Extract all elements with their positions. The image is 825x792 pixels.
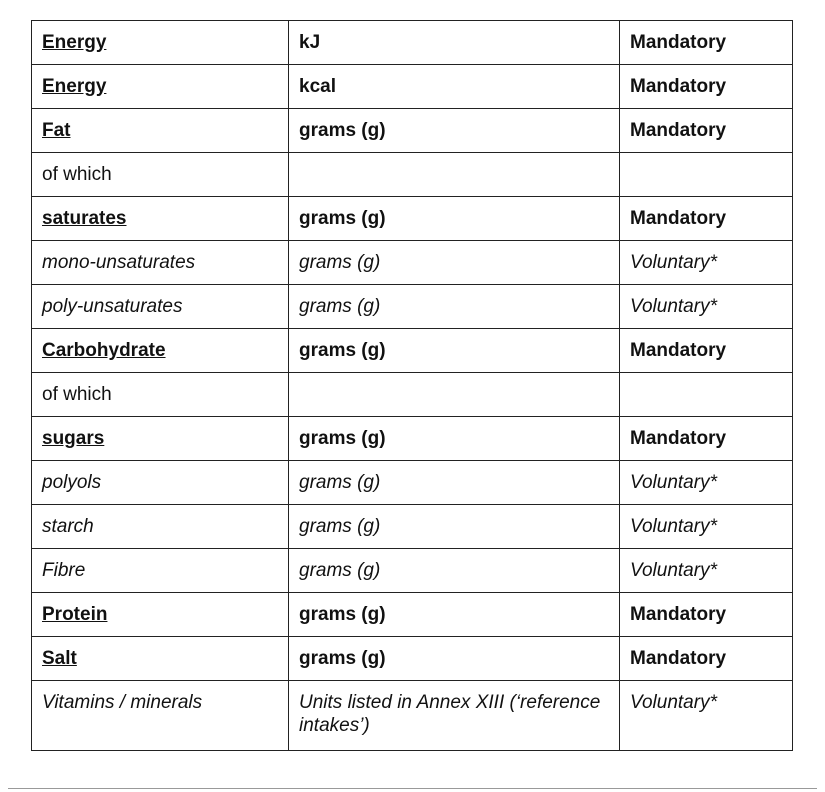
nutrient-name: Protein [32, 593, 289, 637]
nutrient-name: Fibre [32, 549, 289, 593]
nutrient-status: Mandatory [620, 109, 793, 153]
nutrient-status: Mandatory [620, 329, 793, 373]
nutrient-name: starch [32, 505, 289, 549]
nutrient-status: Voluntary* [620, 505, 793, 549]
table-body [32, 21, 793, 751]
nutrient-status: Voluntary* [620, 241, 793, 285]
table-row [32, 593, 793, 637]
nutrient-unit: grams (g) [289, 593, 620, 637]
table-row [32, 241, 793, 285]
nutrient-name: mono-unsaturates [32, 241, 289, 285]
nutrient-unit: grams (g) [289, 637, 620, 681]
table-row [32, 109, 793, 153]
nutrient-unit: Units listed in Annex XIII (‘reference intakes’) [289, 681, 620, 751]
nutrient-name: of which [32, 373, 289, 417]
page-bottom-divider [8, 788, 817, 789]
nutrient-unit: grams (g) [289, 109, 620, 153]
nutrient-status: Mandatory [620, 593, 793, 637]
nutrient-status: Voluntary* [620, 285, 793, 329]
nutrient-status: Voluntary* [620, 549, 793, 593]
nutrient-name: Salt [32, 637, 289, 681]
table-row [32, 153, 793, 197]
nutrient-name: Carbohydrate [32, 329, 289, 373]
table-row [32, 373, 793, 417]
nutrient-unit: kcal [289, 65, 620, 109]
nutrient-name: Vitamins / minerals [32, 681, 289, 751]
nutrient-status [620, 153, 793, 197]
table-row [32, 417, 793, 461]
nutrient-status: Mandatory [620, 417, 793, 461]
nutrient-unit [289, 153, 620, 197]
nutrient-name: saturates [32, 197, 289, 241]
nutrient-status: Mandatory [620, 65, 793, 109]
nutrient-name: Fat [32, 109, 289, 153]
nutrient-status: Mandatory [620, 197, 793, 241]
nutrient-status: Voluntary* [620, 681, 793, 751]
table-row [32, 65, 793, 109]
nutrient-status [620, 373, 793, 417]
nutrient-status: Mandatory [620, 637, 793, 681]
nutrient-unit: grams (g) [289, 285, 620, 329]
nutrient-unit: grams (g) [289, 197, 620, 241]
nutrient-name: poly-unsaturates [32, 285, 289, 329]
nutrition-requirements-table [31, 20, 793, 751]
nutrient-name: sugars [32, 417, 289, 461]
nutrient-unit: grams (g) [289, 549, 620, 593]
table-row [32, 637, 793, 681]
nutrient-unit: grams (g) [289, 505, 620, 549]
nutrient-name: of which [32, 153, 289, 197]
table-row [32, 549, 793, 593]
table-row [32, 285, 793, 329]
table-row [32, 681, 793, 751]
nutrient-unit: grams (g) [289, 329, 620, 373]
nutrient-unit: grams (g) [289, 461, 620, 505]
nutrient-name: polyols [32, 461, 289, 505]
nutrient-name: Energy [32, 65, 289, 109]
nutrient-unit: grams (g) [289, 417, 620, 461]
table-row [32, 329, 793, 373]
table-row [32, 461, 793, 505]
nutrient-name: Energy [32, 21, 289, 65]
table-row [32, 21, 793, 65]
nutrient-unit: kJ [289, 21, 620, 65]
table-row [32, 505, 793, 549]
nutrient-status: Voluntary* [620, 461, 793, 505]
nutrient-unit: grams (g) [289, 241, 620, 285]
nutrient-status: Mandatory [620, 21, 793, 65]
nutrient-unit [289, 373, 620, 417]
table-row [32, 197, 793, 241]
